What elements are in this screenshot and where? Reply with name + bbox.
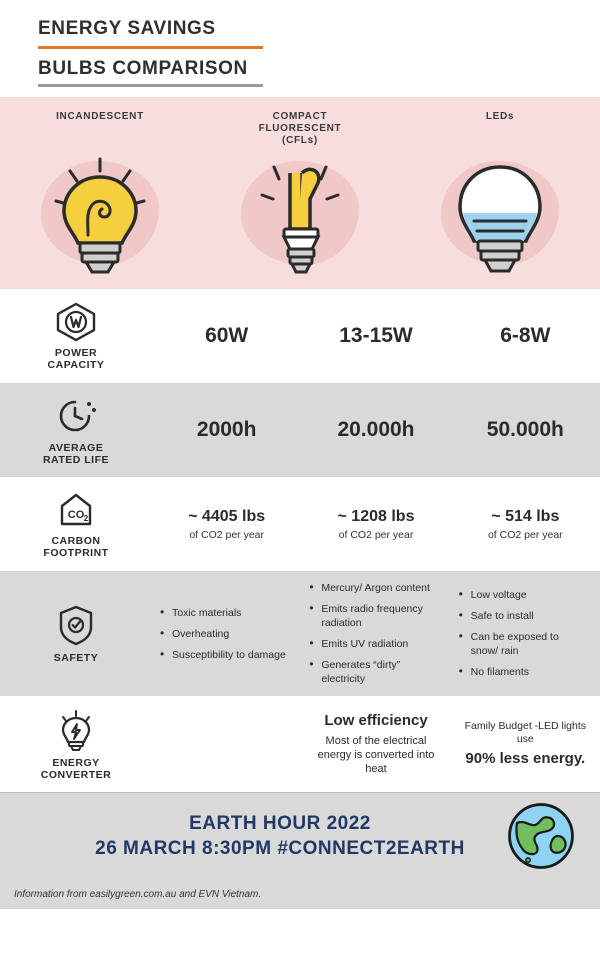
converter-cfl: Low efficiency Most of the electrical energy is converted into heat (317, 712, 435, 775)
list-item: • Low voltage (457, 588, 588, 602)
list-item: • No filaments (457, 665, 588, 679)
globe-icon (504, 799, 578, 873)
footer-text (95, 813, 505, 860)
column-cfl (200, 97, 400, 289)
energy-bulb-icon (55, 708, 97, 752)
converter-incandescent (152, 736, 301, 753)
column-title-incandescent: INCANDESCENT (56, 111, 144, 122)
carbon-value-cfl: ~ 1208 lbs of CO2 per year (337, 507, 415, 541)
list-item: • Generates “dirty” electricity (307, 658, 438, 686)
list-item: • Mercury/ Argon content (307, 581, 438, 595)
row-label-power (0, 296, 152, 377)
safety-list-led (451, 571, 600, 696)
life-value-led: 50.000h (486, 418, 564, 441)
column-title-led: LEDs (485, 111, 515, 122)
safety-list-incandescent (152, 571, 301, 696)
page-title: ENERGY SAVINGS (38, 18, 216, 39)
life-value-incandescent: 2000h (196, 418, 257, 441)
row-label-safety-text: SAFETY (53, 652, 99, 664)
column-incandescent (0, 97, 200, 289)
page-subtitle: BULBS COMPARISON (38, 58, 248, 79)
orange-divider (38, 46, 263, 49)
clock-icon (53, 395, 99, 437)
header (0, 0, 600, 97)
list-item: • Toxic materials (158, 606, 289, 620)
list-item: • Susceptibility to damage (158, 648, 289, 662)
bulb-header-band (0, 97, 600, 289)
grey-divider (38, 84, 263, 87)
power-value-led: 6-8W (500, 324, 551, 347)
footer-line-2: 26 MARCH 8:30PM #CONNECT2EARTH (95, 837, 465, 859)
incandescent-bulb-icon (35, 147, 165, 287)
row-label-converter (0, 702, 152, 787)
list-item: • Safe to install (457, 609, 588, 623)
cfl-bulb-icon (235, 147, 365, 287)
source-note: Information from easilygreen.com.au and EVN Vietnam. (0, 879, 600, 909)
safety-list-cfl (301, 571, 450, 696)
row-power-capacity (0, 289, 600, 383)
row-carbon-footprint (0, 477, 600, 571)
converter-led: Family Budget -LED lights use 90% less energy. (464, 720, 587, 767)
row-label-converter-text: ENERGY CONVERTER (40, 756, 112, 781)
column-led (400, 97, 600, 289)
shield-check-icon (55, 603, 97, 647)
carbon-value-incandescent: ~ 4405 lbs of CO2 per year (188, 507, 266, 541)
row-label-life (0, 389, 152, 472)
list-item: • Emits radio frequency radiation (307, 602, 438, 630)
life-value-cfl: 20.000h (337, 418, 415, 441)
row-label-carbon (0, 484, 152, 565)
list-item: • Can be exposed to snow/ rain (457, 630, 588, 658)
footer-line-1: EARTH HOUR 2022 (189, 812, 371, 834)
row-rated-life (0, 383, 600, 477)
row-energy-converter (0, 696, 600, 792)
row-label-life-text: AVERAGE RATED LIFE (42, 441, 110, 466)
watt-meter-icon (53, 302, 99, 342)
carbon-value-led: ~ 514 lbs of CO2 per year (487, 507, 563, 541)
footer-banner (0, 793, 600, 879)
power-value-incandescent: 60W (205, 324, 249, 347)
row-safety (0, 571, 600, 696)
power-value-cfl: 13-15W (339, 324, 413, 347)
row-label-safety (0, 571, 152, 696)
led-bulb-icon (435, 147, 565, 287)
svg-text:CO: CO (67, 508, 85, 521)
row-label-carbon-text: CARBON FOOTPRINT (43, 534, 109, 559)
svg-text:2: 2 (83, 513, 89, 523)
list-item: • Emits UV radiation (307, 637, 438, 651)
column-title-cfl: COMPACT FLUORESCENT (CFLs) (258, 111, 342, 146)
list-item: • Overheating (158, 627, 289, 641)
co2-box-icon (54, 490, 98, 530)
row-label-power-text: POWER CAPACITY (47, 346, 105, 371)
